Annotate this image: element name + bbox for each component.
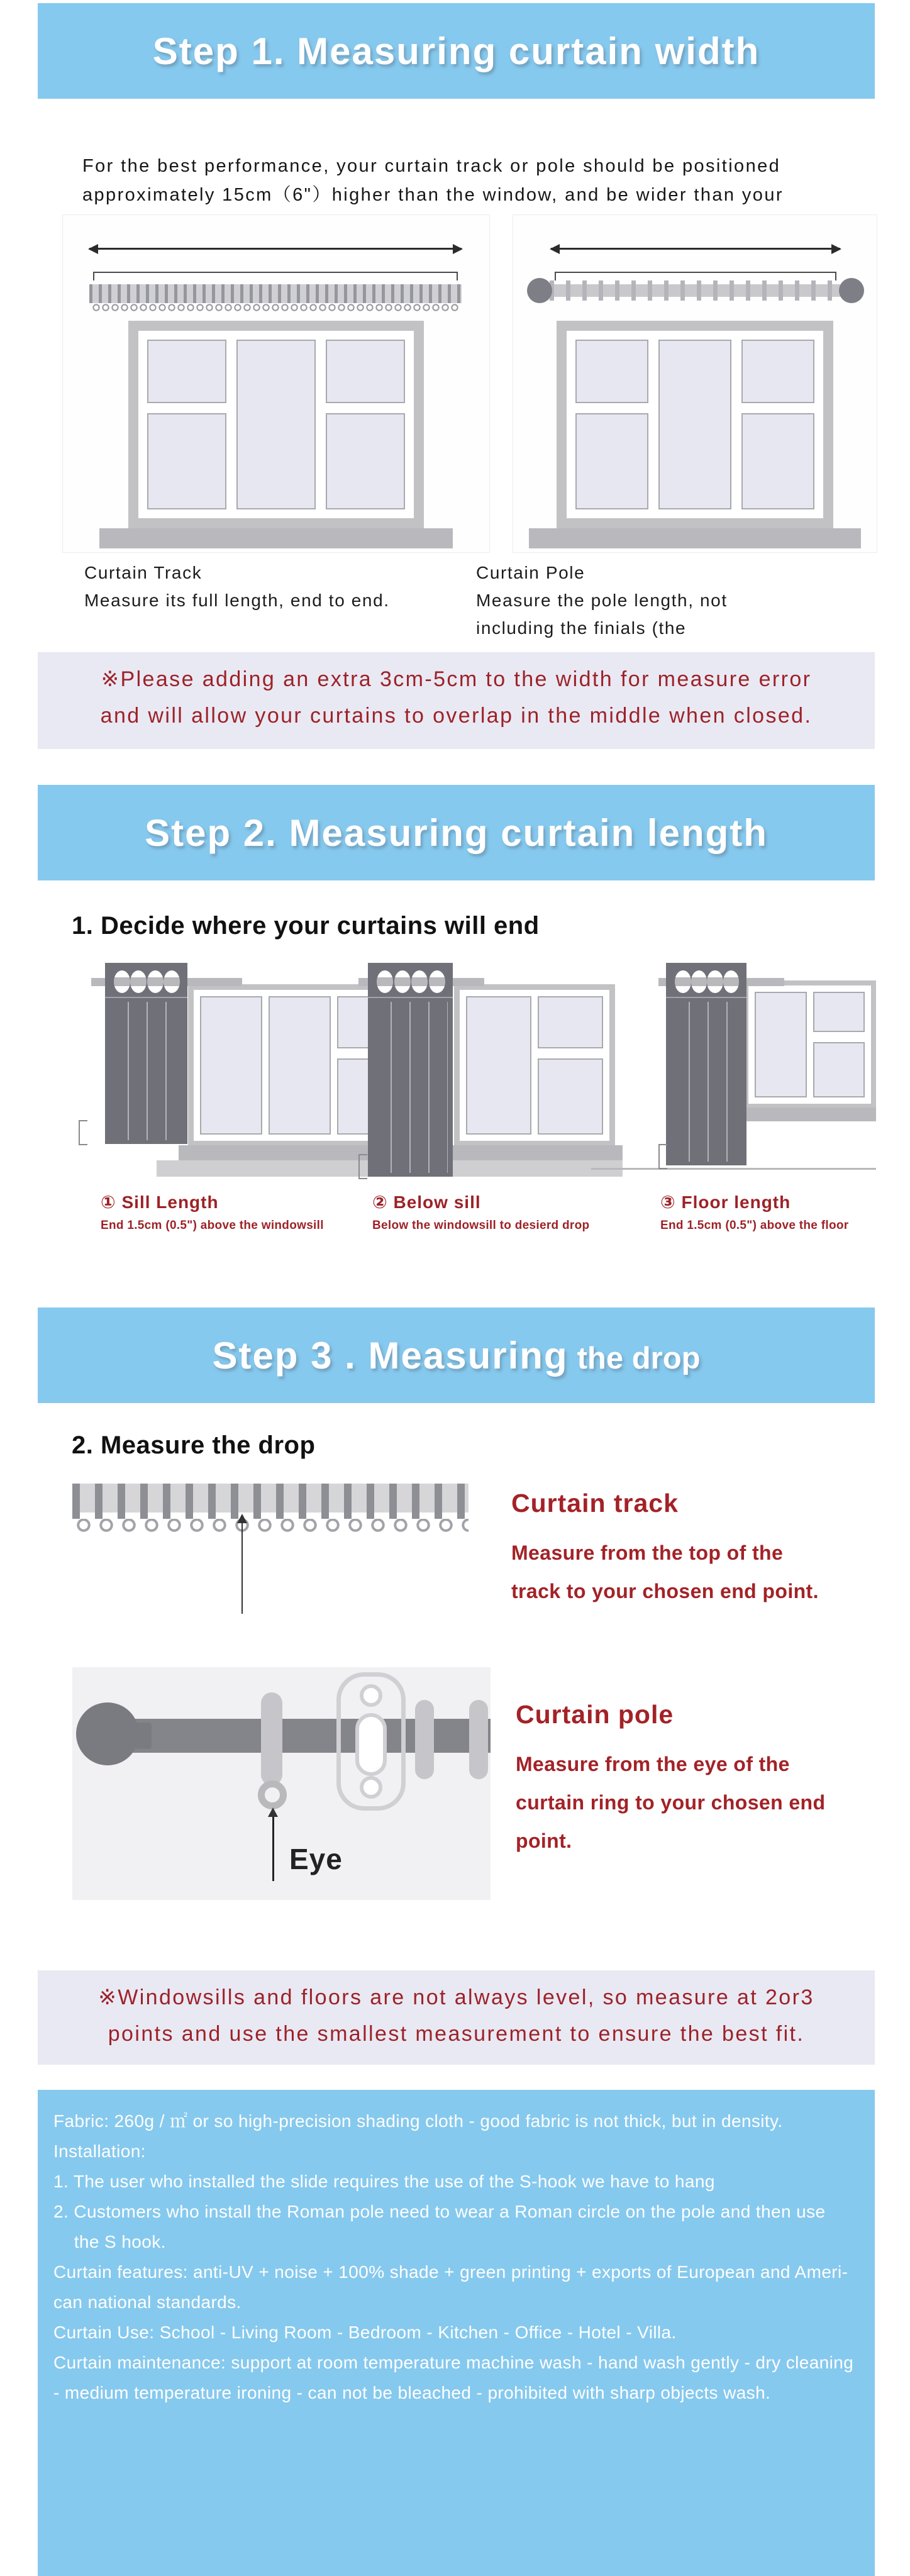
step2-heading: 1. Decide where your curtains will end <box>72 912 540 940</box>
step1-intro-line2: approximately 15cm（6"）higher than the window, and be wider than your <box>82 185 784 205</box>
grommet-icon <box>130 970 147 993</box>
step1-intro-line1: For the best performance, your curtain track or pole should be positioned <box>82 156 781 176</box>
step1-diagrams <box>0 214 910 553</box>
width-note-line1: ※Please adding an extra 3cm-5cm to the width for measure error <box>101 667 812 691</box>
pole-closeup-graphic <box>72 1667 491 1900</box>
window-pane <box>200 996 262 1135</box>
window-graphic <box>454 984 615 1146</box>
level-note-line2: points and use the smallest measurement to ensure the best fit. <box>108 2022 805 2046</box>
step1-intro <box>82 152 910 209</box>
screw-hole-icon <box>360 1684 382 1707</box>
curtain-pole-icon <box>550 284 841 297</box>
window-pane <box>538 996 603 1048</box>
track-hooks-graphic <box>72 1484 469 1519</box>
below-sill-caption <box>372 1192 589 1233</box>
curtain-track-caption-body: Measure its full length, end to end. <box>84 591 390 610</box>
track-rings-graphic <box>72 1519 469 1534</box>
curtain-folds <box>671 1002 741 1162</box>
curtain-graphic <box>105 963 187 1144</box>
ring-eye-icon <box>258 1780 287 1809</box>
finial-right-icon <box>839 278 864 303</box>
product-info-box <box>38 2090 875 2576</box>
windowsill-graphic <box>734 1108 876 1121</box>
curtain-track-title: Curtain track <box>511 1489 679 1518</box>
curtain-pole-title: Curtain pole <box>516 1700 674 1729</box>
curtain-track-diagram <box>62 214 490 553</box>
info-maintenance-2: - medium temperature ironing - can not be bleached - prohibited with sharp objects wash. <box>53 2383 771 2402</box>
grommet-icon <box>411 970 428 993</box>
info-install-2: 2. Customers who install the Roman pole need to wear a Roman circle on the pole and then use <box>53 2202 826 2221</box>
floor-line <box>591 1168 876 1170</box>
windowsill-graphic <box>445 1145 623 1160</box>
level-note-line1: ※Windowsills and floors are not always level, so measure at 2or3 <box>98 1985 814 2009</box>
window-pane <box>147 340 226 403</box>
floor-length-figure <box>658 958 876 1184</box>
window-pane <box>538 1058 603 1135</box>
track-gliders-icon <box>92 303 460 313</box>
grommet-icon <box>723 970 740 993</box>
window-pane <box>575 340 648 403</box>
pole-bar-graphic <box>132 1719 491 1753</box>
width-arrow-icon <box>551 248 840 250</box>
window-middle-column <box>658 340 731 509</box>
window-pane <box>658 340 731 509</box>
step2-banner-title: Step 2. Measuring curtain length <box>145 811 768 854</box>
measure-bracket-icon <box>93 272 458 273</box>
measure-endmark-icon <box>658 1144 667 1169</box>
curtain-pole-closeup <box>0 1667 910 1900</box>
curtain-pole-instructions <box>516 1745 825 1860</box>
track-instruction-line1: Measure from the top of the <box>511 1541 784 1564</box>
window-right-column <box>741 340 814 509</box>
grommet-icon <box>164 970 180 993</box>
finial-neck-icon <box>135 1723 152 1749</box>
grommets <box>114 970 180 993</box>
up-arrow-icon <box>272 1816 274 1881</box>
grommet-icon <box>147 970 164 993</box>
step1-captions <box>0 553 910 641</box>
step2-diagrams <box>0 958 910 1184</box>
step2-captions <box>0 1184 910 1247</box>
measure-endmark-icon <box>358 1154 367 1179</box>
curtain-pole-caption-line1: Measure the pole length, not <box>476 591 728 610</box>
info-maintenance: Curtain maintenance: support at room temperature machine wash - hand wash gently - dry cleaning <box>53 2353 854 2372</box>
curtain-seam <box>666 997 746 998</box>
pole-instruction-line3: point. <box>516 1829 572 1852</box>
pole-instruction-line2: curtain ring to your chosen end <box>516 1791 826 1814</box>
width-arrow-icon <box>89 248 462 250</box>
window-graphic <box>128 321 424 528</box>
window-pane <box>147 413 226 509</box>
finial-ball-icon <box>76 1702 139 1765</box>
grommets <box>675 970 739 993</box>
window-pane <box>755 992 807 1097</box>
grommet-icon <box>394 970 411 993</box>
bracket-arm-icon <box>355 1713 387 1776</box>
measure-endmark-icon <box>79 1120 87 1145</box>
pole-instruction-line1: Measure from the eye of the <box>516 1753 790 1775</box>
curtain-track-caption-title: Curtain Track <box>84 563 203 582</box>
windowsill-graphic <box>99 528 453 548</box>
width-note-line2: and will allow your curtains to overlap in the middle when closed. <box>100 704 813 728</box>
screw-hole-icon <box>360 1776 382 1799</box>
info-use: Curtain Use: School - Living Room - Bedroom - Kitchen - Office - Hotel - Villa. <box>53 2323 677 2342</box>
window-pane <box>575 413 648 509</box>
window-left-column <box>147 340 226 509</box>
curtain-pole-diagram <box>513 214 877 553</box>
grommet-icon <box>429 970 445 993</box>
window-pane <box>813 1042 865 1097</box>
grommets <box>377 970 445 993</box>
level-note <box>38 1970 875 2065</box>
window-middle-column <box>236 340 316 509</box>
width-note <box>38 652 875 749</box>
up-arrow-icon <box>241 1523 243 1614</box>
grommet-icon <box>377 970 393 993</box>
window-right-column <box>326 340 405 509</box>
window-pane <box>269 996 331 1135</box>
floor-length-caption <box>660 1192 848 1233</box>
curtain-track-instructions <box>511 1534 819 1611</box>
window-pane <box>466 996 531 1135</box>
window-graphic <box>557 321 833 528</box>
finial-left-icon <box>527 278 552 303</box>
curtain-pole-caption-line2: including the finials (the <box>476 618 687 638</box>
info-install-2b: the S hook. <box>53 2232 166 2251</box>
grommet-icon <box>675 970 691 993</box>
info-installation: Installation: <box>53 2141 146 2161</box>
track-instruction-line2: track to your chosen end point. <box>511 1580 819 1602</box>
curtain-ring-icon <box>469 1700 488 1779</box>
below-sill-figure <box>358 958 623 1184</box>
sill-length-desc: End 1.5cm (0.5") above the windowsill <box>101 1219 324 1232</box>
curtain-folds <box>110 1002 182 1140</box>
sill-length-caption <box>101 1192 324 1233</box>
window-pane <box>326 340 405 403</box>
curtain-seam <box>368 997 453 998</box>
eye-label: Eye <box>289 1843 343 1875</box>
window-pane <box>813 992 865 1032</box>
curtain-ring-icon <box>415 1700 434 1779</box>
info-features: Curtain features: anti-UV + noise + 100% shade + green printing + exports of European and Ameri- <box>53 2262 848 2282</box>
step3-heading: 2. Measure the drop <box>72 1431 316 1459</box>
curtain-graphic <box>368 963 453 1177</box>
curtain-track-caption <box>84 559 390 614</box>
measure-bracket-icon <box>555 272 836 273</box>
sill-length-label: ① Sill Length <box>101 1192 219 1212</box>
window-left-column <box>575 340 648 509</box>
step3-banner <box>38 1307 875 1403</box>
step1-banner <box>38 3 875 99</box>
windowsill-graphic <box>529 528 861 548</box>
info-fabric: Fabric: 260g / ㎡ or so high-precision shading cloth - good fabric is not thick, but in density. <box>53 2111 783 2131</box>
step2-banner <box>38 785 875 880</box>
curtain-ring-icon <box>261 1692 282 1785</box>
curtain-pole-caption <box>476 559 728 642</box>
window-pane <box>326 413 405 509</box>
info-features-2: can national standards. <box>53 2292 241 2312</box>
info-install-1: 1. The user who installed the slide requires the use of the S-hook we have to hang <box>53 2172 715 2191</box>
pole-rings-icon <box>550 280 841 301</box>
step3-banner-sub: the drop <box>577 1341 701 1375</box>
grommet-icon <box>707 970 723 993</box>
floor-length-desc: End 1.5cm (0.5") above the floor <box>660 1219 849 1232</box>
window-pane <box>741 413 814 509</box>
curtain-folds <box>373 1002 448 1173</box>
curtain-pole-caption-title: Curtain Pole <box>476 563 585 582</box>
curtain-track-icon <box>89 284 462 303</box>
grommet-icon <box>691 970 707 993</box>
window-pane <box>741 340 814 403</box>
window-graphic <box>743 980 876 1109</box>
step3-banner-main: Step 3 . Measuring <box>212 1334 569 1377</box>
curtain-track-closeup <box>0 1484 910 1614</box>
step3-banner-title <box>212 1334 700 1377</box>
curtain-graphic <box>666 963 746 1165</box>
curtain-seam <box>105 997 187 998</box>
wall-bracket-icon <box>336 1672 406 1811</box>
window-pane <box>236 340 316 509</box>
below-sill-desc: Below the windowsill to desierd drop <box>372 1219 590 1232</box>
below-sill-label: ② Below sill <box>372 1192 481 1212</box>
step1-banner-title: Step 1. Measuring curtain width <box>152 30 760 72</box>
grommet-icon <box>114 970 130 993</box>
floor-length-label: ③ Floor length <box>660 1192 791 1212</box>
